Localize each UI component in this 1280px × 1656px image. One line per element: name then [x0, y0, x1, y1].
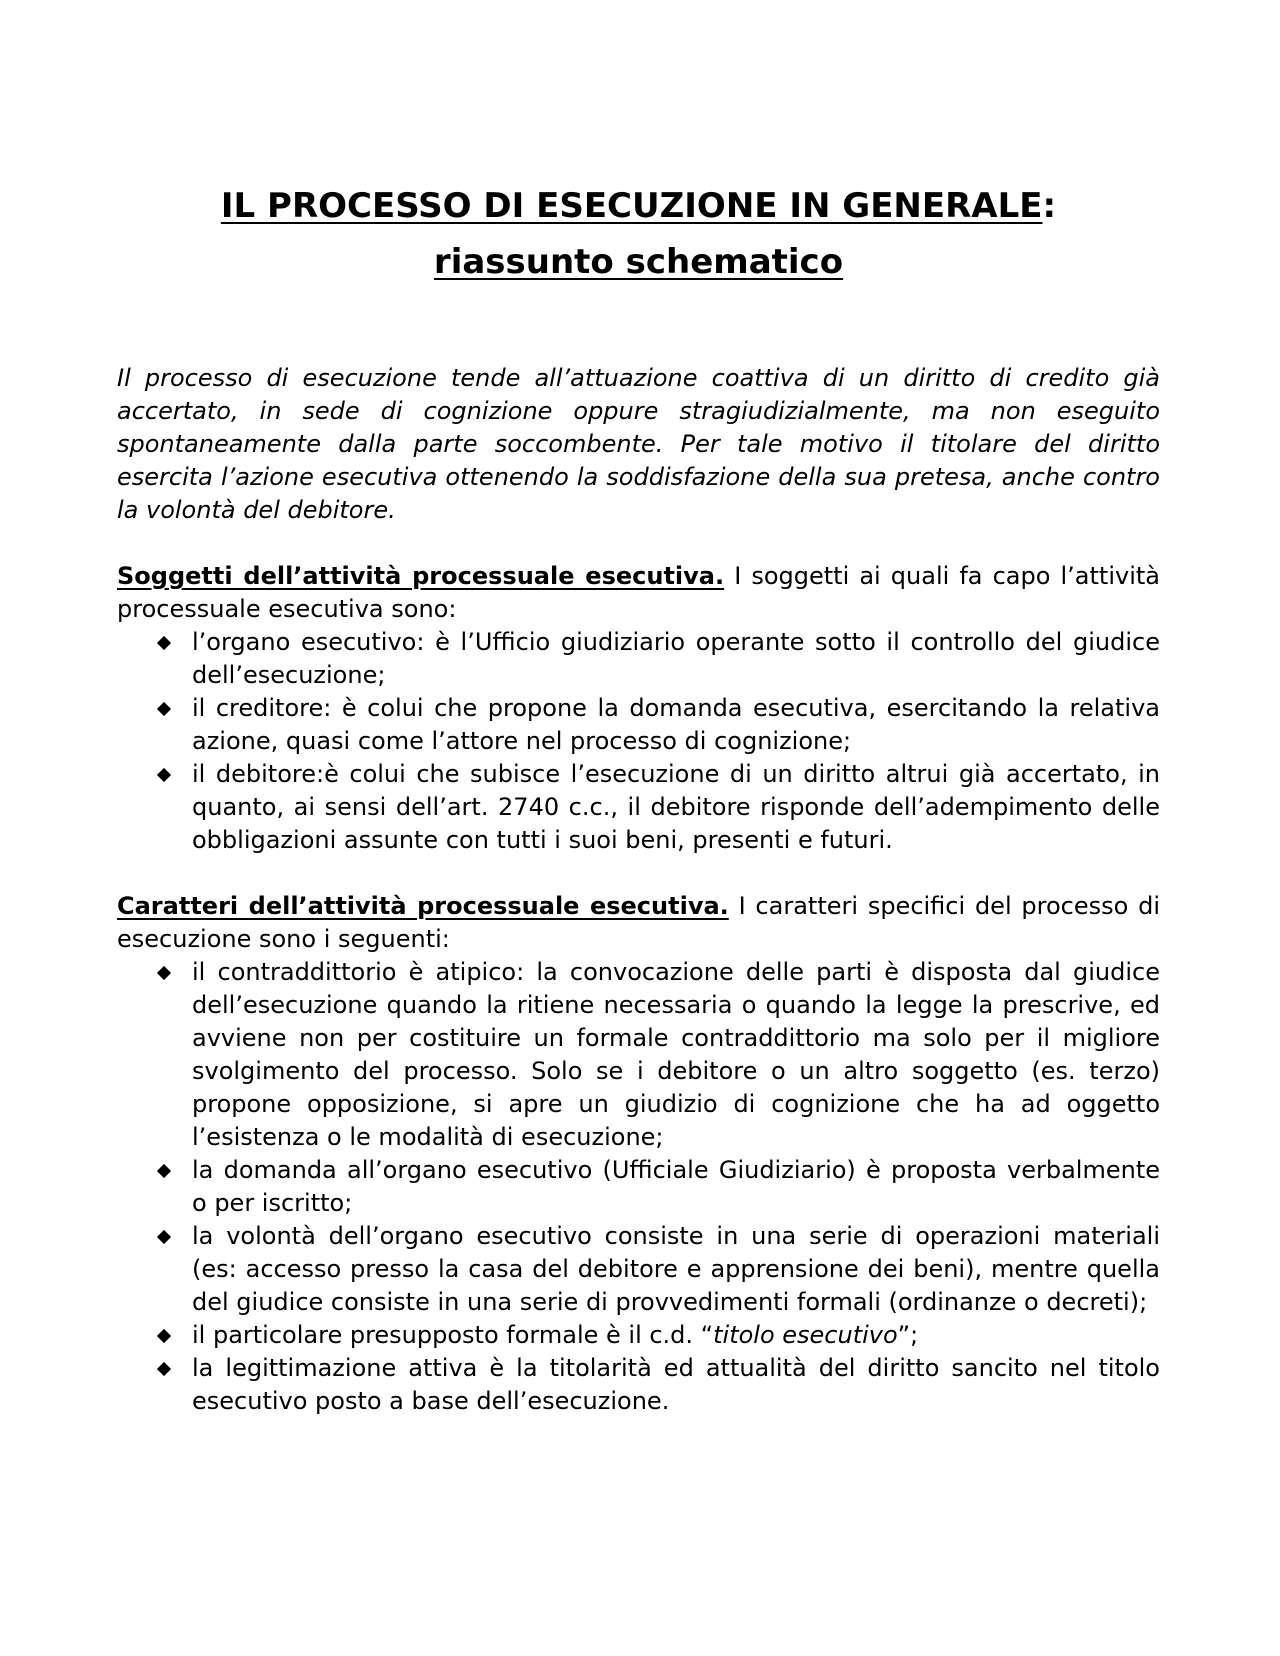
diamond-bullet-icon	[157, 966, 171, 980]
section-soggetti-lead	[117, 560, 1160, 626]
diamond-bullet-icon	[157, 636, 171, 650]
list-item	[117, 626, 1160, 692]
list-item	[117, 956, 1160, 1154]
list-item-text: l’organo esecutivo: è l’Ufficio giudiziario operante sotto il controllo del giudice dell’esecuzione;	[192, 628, 1160, 689]
section-caratteri	[117, 890, 1160, 1418]
title-line-2: riassunto schematico	[433, 242, 844, 282]
list-item-text: la domanda all’organo esecutivo (Ufficiale Giudiziario) è proposta verbalmente o per iscritto;	[192, 1156, 1160, 1217]
title-colon: :	[1042, 186, 1057, 226]
diamond-bullet-icon	[157, 768, 171, 782]
list-item	[117, 1319, 1160, 1352]
title-line-1: IL PROCESSO DI ESECUZIONE IN GENERALE	[220, 186, 1043, 226]
diamond-bullet-icon	[157, 1164, 171, 1178]
section-caratteri-lead	[117, 890, 1160, 956]
list-item-text-after: ”;	[897, 1321, 919, 1349]
section-caratteri-heading: Caratteri dell’attività processuale esecutiva.	[117, 892, 729, 920]
section-soggetti-text: I soggetti ai quali fa capo l’attività processuale esecutiva sono:	[117, 562, 1160, 623]
list-item-text: la volontà dell’organo esecutivo consiste in una serie di operazioni materiali (es: accesso presso la casa del debitore e apprensione dei beni), mentre quella del giudice consiste in una serie di provvedimenti formali (ordinanze o decreti);	[192, 1222, 1160, 1316]
caratteri-list	[117, 956, 1160, 1418]
list-item	[117, 1352, 1160, 1418]
list-item-text: il contraddittorio è atipico: la convocazione delle parti è disposta dal giudice dell’esecuzione quando la ritiene necessaria o quando la legge la prescrive, ed avviene non per costituire un formale contraddittorio ma solo per il migliore svolgimento del processo. Solo se i debitore o un altro soggetto (es. terzo) propone opposizione, si apre un giudizio di cognizione che ha ad oggetto l’esistenza o le modalità di esecuzione;	[192, 958, 1160, 1151]
list-item	[117, 1220, 1160, 1319]
list-item	[117, 758, 1160, 857]
diamond-bullet-icon	[157, 1362, 171, 1376]
list-item-text-italic: titolo esecutivo	[713, 1321, 898, 1349]
list-item-text-before: il particolare presupposto formale è il c.d. “	[192, 1321, 714, 1349]
page-title	[117, 178, 1160, 290]
diamond-bullet-icon	[157, 702, 171, 716]
list-item	[117, 1154, 1160, 1220]
list-item-text: il creditore: è colui che propone la domanda esecutiva, esercitando la relativa azione, quasi come l’attore nel processo di cognizione;	[192, 694, 1160, 755]
soggetti-list	[117, 626, 1160, 857]
diamond-bullet-icon	[157, 1329, 171, 1343]
diamond-bullet-icon	[157, 1230, 171, 1244]
list-item	[117, 692, 1160, 758]
intro-paragraph: Il processo di esecuzione tende all’attuazione coattiva di un diritto di credito già accertato, in sede di cognizione oppure stragiudizialmente, ma non eseguito spontaneamente dalla parte soccombente. Per tale motivo il titolare del diritto esercita l’azione esecutiva ottenendo la soddisfazione della sua pretesa, anche contro la volontà del debitore.	[117, 364, 1160, 524]
section-soggetti	[117, 560, 1160, 857]
list-item-text: il debitore:è colui che subisce l’esecuzione di un diritto altrui già accertato, in quanto, ai sensi dell’art. 2740 c.c., il debitore risponde dell’adempimento delle obbligazioni assunte con tutti i suoi beni, presenti e futuri.	[192, 760, 1160, 854]
section-soggetti-heading: Soggetti dell’attività processuale esecutiva.	[117, 562, 725, 590]
list-item-text: la legittimazione attiva è la titolarità ed attualità del diritto sancito nel titolo esecutivo posto a base dell’esecuzione.	[192, 1354, 1160, 1415]
section-caratteri-text: I caratteri specifici del processo di esecuzione sono i seguenti:	[117, 892, 1161, 953]
